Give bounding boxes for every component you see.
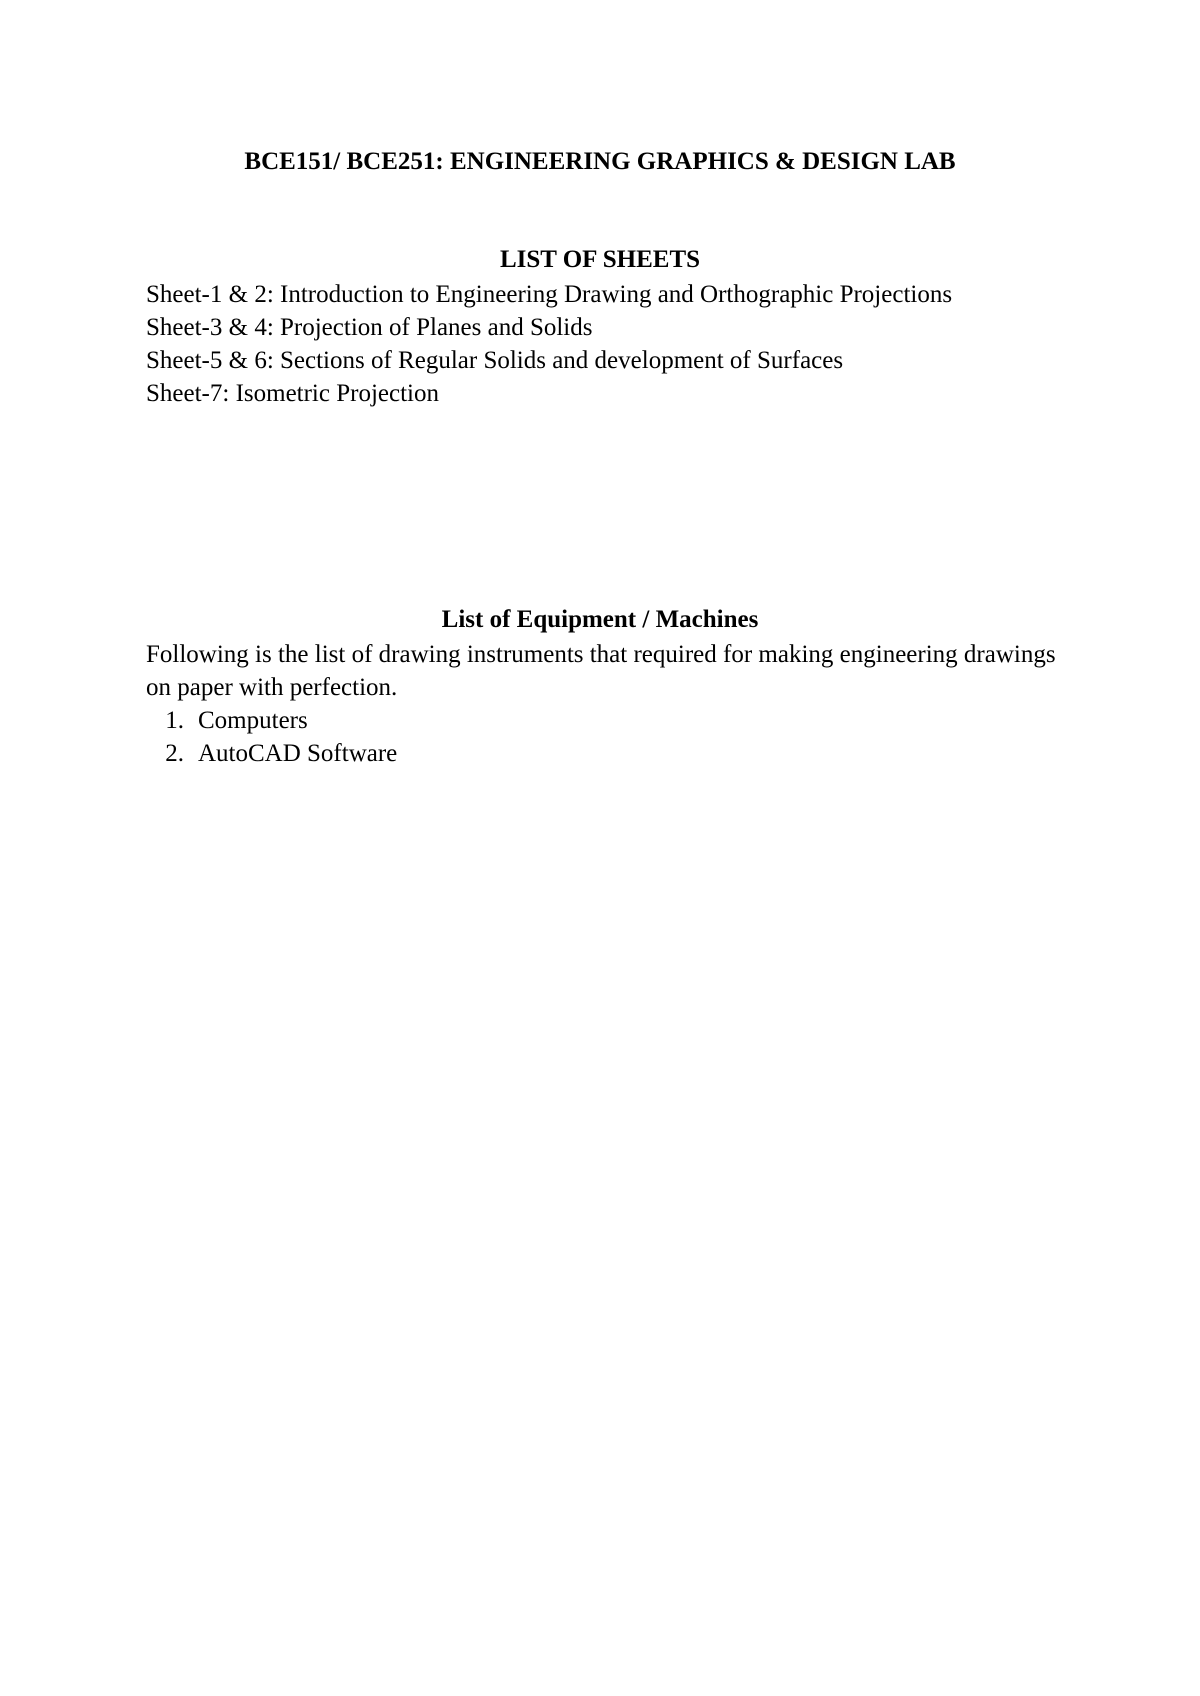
sheet-list-item: Sheet-5 & 6: Sections of Regular Solids and development of Surfaces — [146, 347, 844, 374]
equipment-heading: List of Equipment / Machines — [441, 606, 759, 633]
equipment-list — [146, 704, 397, 770]
equipment-label: AutoCAD Software — [198, 740, 398, 767]
list-number: 2. — [165, 740, 184, 767]
course-title: BCE151/ BCE251: ENGINEERING GRAPHICS & DESIGN LAB — [244, 148, 956, 175]
sheet-list-item: Sheet-3 & 4: Projection of Planes and Solids — [146, 314, 593, 341]
sheet-list-item: Sheet-7: Isometric Projection — [146, 380, 439, 407]
equipment-list-item — [146, 704, 397, 737]
equipment-intro: Following is the list of drawing instruments that required for making engineering drawings on paper with perfection. — [146, 641, 1056, 701]
sheets-heading: LIST OF SHEETS — [499, 246, 701, 273]
list-number: 1. — [165, 707, 184, 734]
sheet-list-item: Sheet-1 & 2: Introduction to Engineering Drawing and Orthographic Projections — [146, 281, 953, 308]
equipment-label: Computers — [198, 707, 308, 734]
equipment-list-item — [146, 737, 397, 770]
sheet-list — [146, 278, 952, 410]
